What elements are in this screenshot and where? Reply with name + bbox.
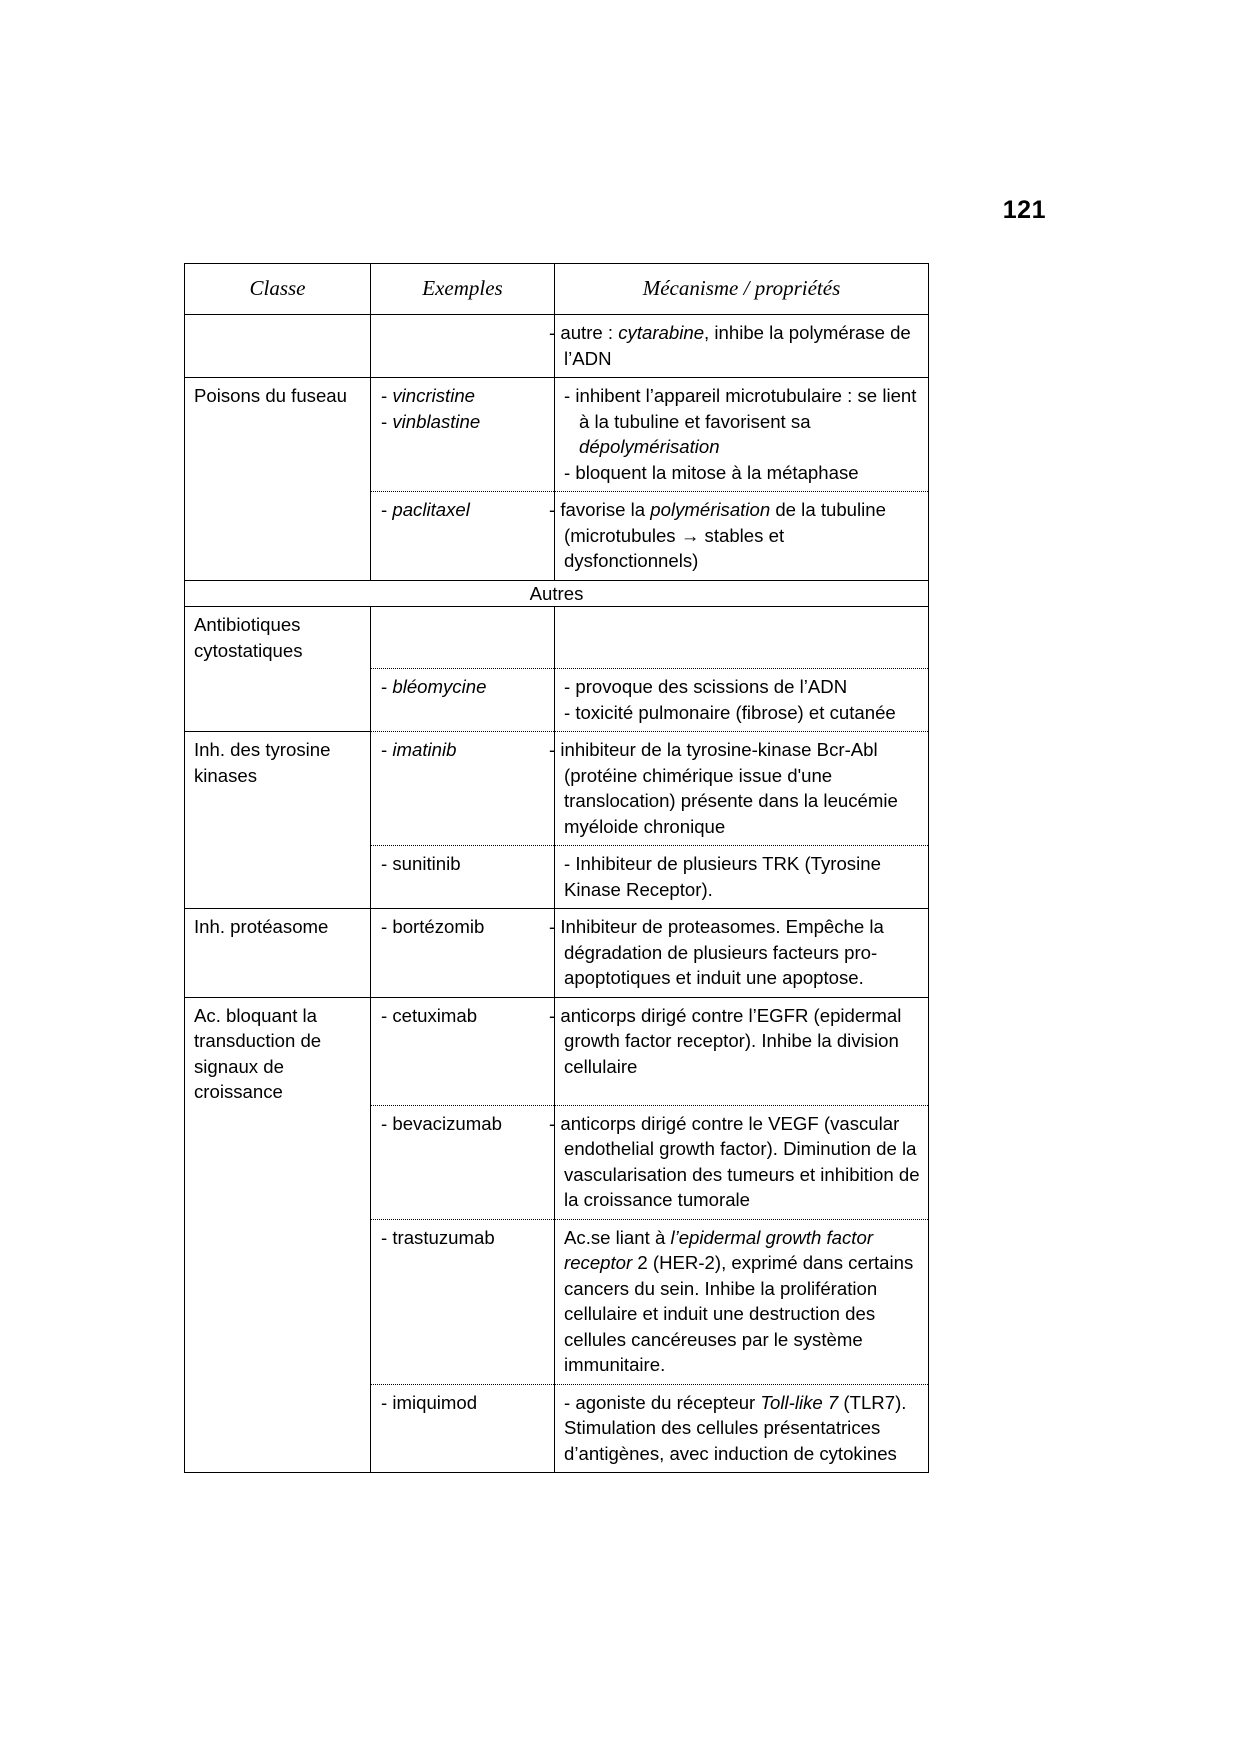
classe-line-1: Antibiotiques — [194, 614, 301, 635]
page-number: 121 — [1002, 196, 1046, 224]
mecanisme-bullet-2: - toxicité pulmonaire (fibrose) et cutanée — [564, 701, 896, 723]
text-pre: - autre : — [549, 322, 619, 343]
cell-mecanisme-paclitaxel — [549, 492, 929, 581]
mecanisme-list — [555, 378, 928, 491]
table-header-row — [185, 264, 929, 315]
term-italic: Toll-like 7 — [760, 1391, 839, 1413]
table-row-section-autres — [185, 580, 929, 607]
mecanisme-bullet-1 — [564, 383, 921, 460]
example-cetuximab: - cetuximab — [381, 1004, 478, 1026]
text-pre: Ac.se liant à — [564, 1226, 671, 1248]
example-imatinib — [371, 732, 554, 769]
cell-mecanisme-cytarabine — [549, 315, 929, 378]
cell-exemples-bortezomib — [371, 909, 555, 998]
cell-mecanisme-trastuzumab — [555, 1219, 929, 1384]
drug-table-container — [184, 263, 928, 1473]
cell-exemples-cetuximab — [371, 997, 555, 1105]
text-pre: - favorise la — [549, 499, 651, 520]
mecanisme-text — [555, 1220, 928, 1384]
bullet-dash: - — [381, 499, 393, 520]
cell-exemples-trastuzumab — [371, 1219, 555, 1384]
classe-text: Poisons du fuseau — [194, 385, 347, 406]
table-row-cytarabine — [185, 315, 929, 378]
text-post: 2 (HER-2), exprimé dans certains cancers du sein. Inhibe la prolifération cellulaire et induit une destruction des cellules cancéreuses par le système immunitaire. — [564, 1252, 914, 1375]
mecanisme-bullet: - anticorps dirigé contre le VEGF (vascular endothelial growth factor). Diminution de la vascularisation des tumeurs et inhibition de la croissance tumorale — [549, 1112, 920, 1210]
example-bortezomib: - bortézomib — [381, 916, 485, 937]
classe-line-2: cytostatiques — [194, 639, 303, 661]
cell-exemples-imatinib — [371, 732, 555, 846]
mecanisme-bullet — [549, 315, 928, 377]
drug-name-italic: bléomycine — [392, 676, 487, 697]
term-italic: l’epidermal growth factor receptor — [564, 1226, 874, 1273]
cell-mecanisme-bortezomib — [549, 909, 929, 998]
text-post: de la tubuline (microtubules → stables et dysfonctionnels) — [564, 499, 886, 571]
cell-classe-empty — [185, 315, 371, 378]
column-header-classe: Classe — [185, 264, 371, 315]
cell-exemples-bevacizumab — [371, 1105, 555, 1219]
bullet-dash: - — [381, 385, 393, 406]
mecanisme-text: - Inhibiteur de plusieurs TRK (Tyrosine Kinase Receptor). — [564, 853, 881, 900]
mecanisme-bullet-1: - provoque des scissions de l’ADN — [564, 676, 848, 697]
example-vinblastine — [381, 409, 547, 435]
mecanisme-bullet: - Inhibiteur de proteasomes. Empêche la dégradation de plusieurs facteurs pro-apoptotiques et induit une apoptose. — [549, 916, 884, 988]
cell-exemples-imiquimod — [371, 1384, 555, 1473]
example-bleomycine — [371, 669, 554, 706]
drug-name-italic: vinblastine — [392, 410, 481, 432]
mecanisme-bullet — [549, 492, 928, 580]
term-italic: polymérisation — [650, 499, 771, 520]
classe-line-2: kinases — [194, 764, 258, 786]
mecanisme-text — [555, 607, 928, 668]
classe-line-1: Ac. bloquant la — [194, 1004, 318, 1026]
cell-classe-poisons-fuseau — [185, 378, 371, 581]
exemples-text — [371, 607, 554, 668]
cell-exemples-bleomycine — [371, 669, 555, 732]
cell-mecanisme-cetuximab — [549, 997, 929, 1105]
section-header-autres: Autres — [185, 580, 929, 607]
cell-classe-tyrosine-kinases — [185, 732, 371, 909]
text-pre: - agoniste du récepteur — [564, 1391, 761, 1413]
example-trastuzumab: - trastuzumab — [381, 1226, 495, 1248]
mecanisme-bullet: - inhibiteur de la tyrosine-kinase Bcr-Abl (protéine chimérique issue d'une translocation) présente dans la leucémie myéloide chronique — [549, 739, 898, 837]
classe-text — [185, 998, 370, 1111]
example-bevacizumab: - bevacizumab — [381, 1112, 502, 1134]
cell-exemples-empty — [371, 315, 555, 378]
cell-mecanisme-antibiotiques-empty — [555, 607, 929, 669]
mecanisme-bullet-2: - bloquent la mitose à la métaphase — [564, 461, 859, 483]
classe-text — [185, 315, 370, 326]
classe-text — [185, 732, 370, 794]
cell-mecanisme-imatinib — [549, 732, 929, 846]
table-row-imatinib — [185, 732, 929, 846]
cell-classe-antibiotiques — [185, 607, 371, 732]
table-row-poisons-fuseau — [185, 378, 929, 492]
classe-line-1: Inh. des tyrosine — [194, 739, 331, 760]
bullet-dash: - — [381, 676, 393, 697]
bullet-dash: - — [381, 410, 393, 432]
drug-classes-table — [184, 263, 929, 1473]
cell-classe-proteasome — [185, 909, 371, 998]
drug-name-italic: paclitaxel — [392, 499, 470, 520]
cell-mecanisme-imiquimod — [555, 1384, 929, 1473]
cell-exemples-paclitaxel — [371, 492, 555, 581]
classe-line-2: transduction de — [194, 1030, 322, 1051]
text-post: (TLR7). Stimulation des cellules présentatrices d’antigènes, avec induction de cytokines — [564, 1391, 907, 1464]
cell-exemples-vinca — [371, 378, 555, 492]
table-row-antibiotiques — [185, 607, 929, 669]
example-sunitinib: - sunitinib — [381, 853, 461, 874]
cell-exemples-sunitinib — [371, 846, 555, 909]
table-row-cetuximab — [185, 997, 929, 1105]
mecanisme-text — [555, 1385, 928, 1473]
classe-text: Inh. protéasome — [194, 916, 329, 937]
example-imiquimod: - imiquimod — [381, 1391, 478, 1413]
classe-line-3: signaux de — [194, 1055, 284, 1077]
text-pre: - inhibent l’appareil microtubulaire : se lient à la tubuline et favorisent sa — [564, 385, 917, 432]
exemples-text — [371, 315, 554, 326]
cell-mecanisme-vinca — [555, 378, 929, 492]
cell-mecanisme-sunitinib — [555, 846, 929, 909]
exemples-list — [371, 378, 554, 440]
column-header-exemples: Exemples — [371, 264, 555, 315]
mecanisme-list — [555, 669, 928, 731]
cell-mecanisme-bleomycine — [555, 669, 929, 732]
classe-line-4: croissance — [194, 1081, 283, 1102]
example-vincristine — [381, 383, 547, 409]
cell-mecanisme-bevacizumab — [549, 1105, 929, 1219]
classe-text — [185, 607, 370, 669]
cell-exemples-antibiotiques-empty — [371, 607, 555, 669]
drug-name-italic: vincristine — [392, 385, 476, 406]
column-header-mecanisme: Mécanisme / propriétés — [555, 264, 929, 315]
drug-name-italic: cytarabine — [618, 322, 705, 343]
bullet-dash: - — [381, 739, 393, 760]
example-paclitaxel — [371, 492, 554, 529]
text-post: , inhibe la polymérase de l’ADN — [564, 322, 911, 369]
mecanisme-bullet: - anticorps dirigé contre l’EGFR (epidermal growth factor receptor). Inhibe la division cellulaire — [549, 1004, 902, 1077]
cell-classe-ac-bloquant — [185, 997, 371, 1473]
term-italic: dépolymérisation — [579, 436, 720, 457]
table-row-bortezomib — [185, 909, 929, 998]
drug-name-italic: imatinib — [392, 739, 457, 760]
